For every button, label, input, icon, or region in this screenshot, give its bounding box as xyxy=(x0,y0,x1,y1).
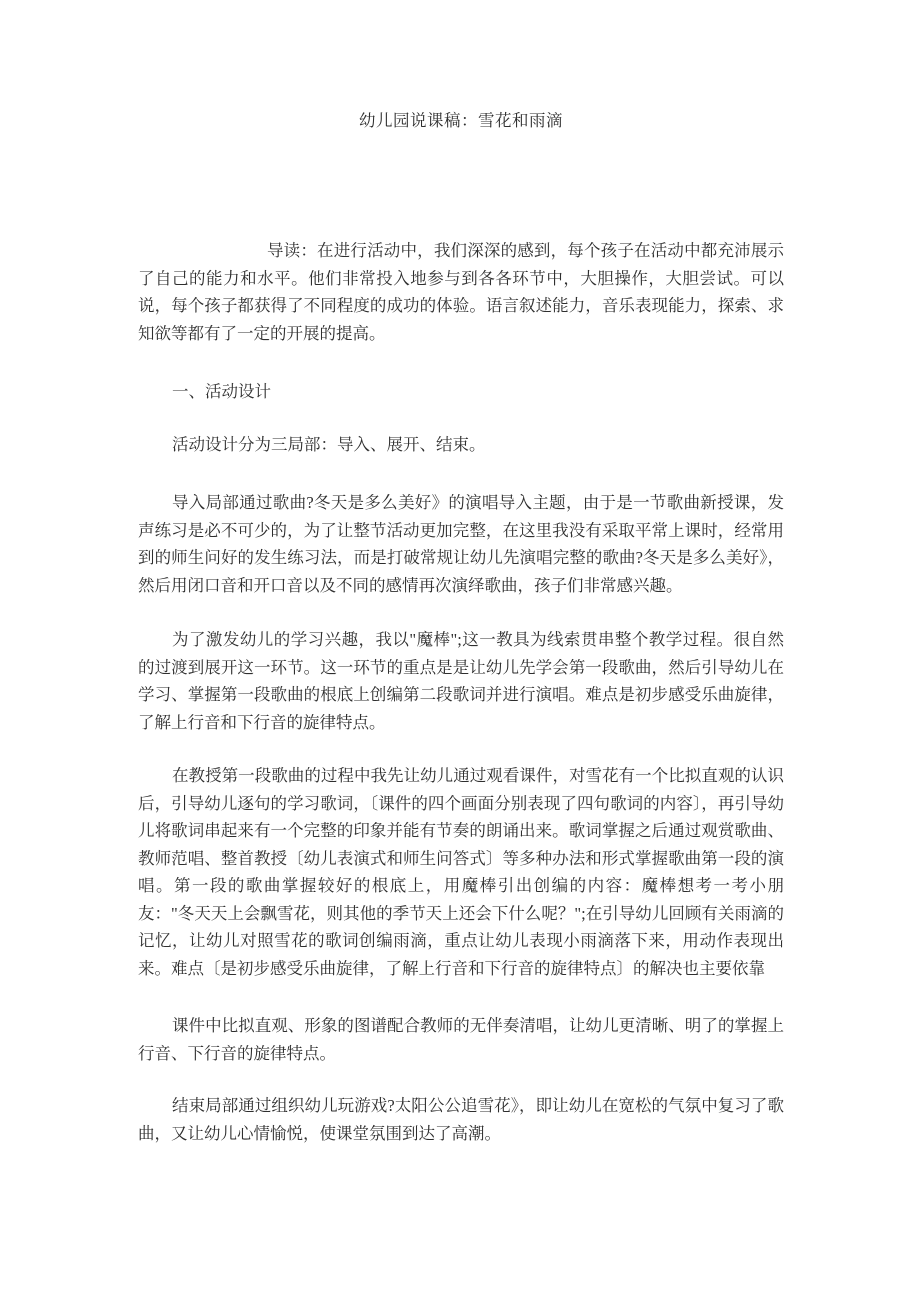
paragraph-magic-wand: 为了激发幼儿的学习兴趣，我以"魔棒";这一教具为线索贯串整个教学过程。很自然的过渡到展开这一环节。这一环节的重点是是让幼儿先学会第一段歌曲，然后引导幼儿在学习、掌握第一段歌曲的根底上创编第二段歌词并进行演唱。难点是初步感受乐曲旋律，了解上行音和下行音的旋律特点。 xyxy=(138,630,784,732)
paragraph-intro: 导读：在进行活动中，我们深深的感到，每个孩子在活动中都充沛展示了自己的能力和水平。他们非常投入地参与到各各环节中，大胆操作，大胆尝试。可以说，每个孩子都获得了不同程度的成功的体验。语言叙述能力，音乐表现能力，探索、求知欲等都有了一定的开展的提高。 xyxy=(138,241,784,343)
paragraph-teaching-process: 在教授第一段歌曲的过程中我先让幼儿通过观看课件，对雪花有一个比拟直观的认识后，引导幼儿逐句的学习歌词，〔课件的四个画面分别表现了四句歌词的内容〕，再引导幼儿将歌词串起来有一个完整的印象并能有节奏的朗诵出来。歌词掌握之后通过观赏歌曲、教师范唱、整首教授〔幼儿表演式和师生问答式〕等多种办法和形式掌握歌曲第一段的演唱。第一段的歌曲掌握较好的根底上，用魔棒引出创编的内容：魔棒想考一考小朋友："冬天天上会飘雪花，则其他的季节天上还会下什么呢？";在引导幼儿回顾有关雨滴的记忆，让幼儿对照雪花的歌词创编雨滴，重点让幼儿表现小雨滴落下来，用动作表现出来。难点〔是初步感受乐曲旋律，了解上行音和下行音的旋律特点〕的解决也主要依靠 xyxy=(138,766,784,978)
paragraph-ending-section: 结束局部通过组织幼儿玩游戏?太阳公公追雪花》，即让幼儿在宽松的气氛中复习了歌曲，又让幼儿心情愉悦，使课堂氛围到达了高潮。 xyxy=(138,1096,784,1143)
paragraph-courseware: 课件中比拟直观、形象的图谱配合教师的无伴奏清唱，让幼儿更清晰、明了的掌握上行音、下行音的旋律特点。 xyxy=(138,1016,784,1063)
document-title: 幼儿园说课稿：雪花和雨滴 xyxy=(359,111,563,130)
paragraph-three-parts: 活动设计分为三局部：导入、展开、结束。 xyxy=(172,435,486,454)
section-heading-activity-design: 一、活动设计 xyxy=(172,382,271,401)
paragraph-lead-in-section: 导入局部通过歌曲?冬天是多么美好》的演唱导入主题，由于是一节歌曲新授课，发声练习是必不可少的，为了让整节活动更加完整，在这里我没有采取平常上课时，经常用到的师生问好的发生练习法，而是打破常规让幼儿先演唱完整的歌曲?冬天是多么美好》，然后用闭口音和开口音以及不同的感情再次演绎歌曲，孩子们非常感兴趣。 xyxy=(138,493,784,595)
